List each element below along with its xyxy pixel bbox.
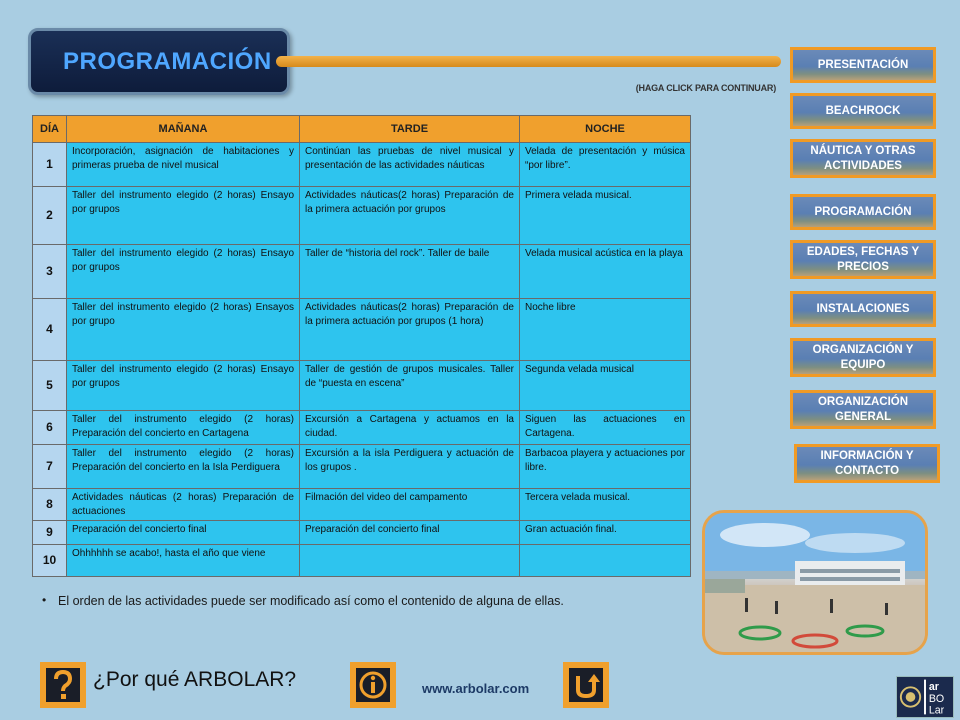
nav-presentacion[interactable]: PRESENTACIÓN [790,47,936,83]
table-header-row [33,116,691,143]
nav-organizacion-general[interactable]: ORGANIZACIÓN GENERAL [790,390,936,429]
morning-cell: Taller del instrumento elegido (2 horas) Ensayos por grupo [67,299,300,361]
morning-cell: Taller del instrumento elegido (2 horas) Preparación del concierto en la Isla Perdiguera [67,445,300,489]
afternoon-cell: Preparación del concierto final [300,521,520,545]
night-cell: Primera velada musical. [520,187,691,245]
nav-beachrock[interactable]: BEACHROCK [790,93,936,129]
table-row [33,545,691,577]
arbolar-logo [896,676,954,718]
schedule-table [32,115,691,577]
nav-edades[interactable]: EDADES, FECHAS Y PRECIOS [790,240,936,279]
table-row [33,361,691,411]
afternoon-cell [300,545,520,577]
table-row [33,245,691,299]
svg-text:ar: ar [928,681,939,694]
afternoon-cell: Actividades náuticas(2 horas) Preparación de la primera actuación por grupos [300,187,520,245]
table-row [33,489,691,521]
night-cell: Siguen las actuaciones en Cartagena. [520,411,691,445]
nav-programacion[interactable]: PROGRAMACIÓN [790,194,936,230]
day-cell: 9 [33,521,67,545]
beach-photo [702,510,928,655]
svg-text:Lar: Lar [928,704,945,717]
night-cell [520,545,691,577]
header-night: NOCHE [520,116,691,143]
table-row [33,445,691,489]
day-cell: 4 [33,299,67,361]
night-cell: Tercera velada musical. [520,489,691,521]
day-cell: 2 [33,187,67,245]
svg-text:BO: BO [928,692,945,705]
arbolar-logo-mark [897,676,953,718]
table-row [33,143,691,187]
question-mark-icon [46,668,80,702]
morning-cell: Taller del instrumento elegido (2 horas) Ensayo por grupos [67,361,300,411]
why-arbolar-button[interactable] [40,662,86,708]
afternoon-cell: Continúan las pruebas de nivel musical y presentación de las actividades náuticas [300,143,520,187]
night-cell: Velada musical acústica en la playa [520,245,691,299]
morning-cell: Taller del instrumento elegido (2 horas) Ensayo por grupos [67,245,300,299]
night-cell: Gran actuación final. [520,521,691,545]
day-cell: 7 [33,445,67,489]
morning-cell: Taller del instrumento elegido (2 horas) Preparación del concierto en Cartagena [67,411,300,445]
header-morning: MAÑANA [67,116,300,143]
day-cell: 8 [33,489,67,521]
website-link[interactable]: www.arbolar.com [422,681,530,696]
day-cell: 3 [33,245,67,299]
day-cell: 1 [33,143,67,187]
title-underline-bar [276,56,781,67]
table-row [33,299,691,361]
table-row [33,187,691,245]
continue-hint[interactable]: (HAGA CLICK PARA CONTINUAR) [635,83,776,93]
header-day: DÍA [33,116,67,143]
morning-cell: Taller del instrumento elegido (2 horas) Ensayo por grupos [67,187,300,245]
nav-informacion[interactable]: INFORMACIÓN Y CONTACTO [794,444,940,483]
afternoon-cell: Actividades náuticas(2 horas) Preparación de la primera actuación por grupos (1 hora) [300,299,520,361]
header-afternoon: TARDE [300,116,520,143]
info-button[interactable] [350,662,396,708]
schedule-note: • El orden de las actividades puede ser modificado así como el contenido de alguna de ellas. [58,594,564,608]
night-cell: Noche libre [520,299,691,361]
afternoon-cell: Taller de “historia del rock”. Taller de baile [300,245,520,299]
info-icon [356,668,390,702]
morning-cell: Preparación del concierto final [67,521,300,545]
nav-nautica[interactable]: NÁUTICA Y OTRAS ACTIVIDADES [790,139,936,178]
afternoon-cell: Filmación del video del campamento [300,489,520,521]
night-cell: Velada de presentación y música “por libre”. [520,143,691,187]
morning-cell: Ohhhhhh se acabo!, hasta el año que viene [67,545,300,577]
day-cell: 6 [33,411,67,445]
why-arbolar-label[interactable]: ¿Por qué ARBOLAR? [93,668,297,691]
nav-organizacion-equipo[interactable]: ORGANIZACIÓN Y EQUIPO [790,338,936,377]
table-row [33,411,691,445]
day-cell: 5 [33,361,67,411]
afternoon-cell: Taller de gestión de grupos musicales. Taller de “puesta en escena” [300,361,520,411]
morning-cell: Incorporación, asignación de habitaciones y primeras prueba de nivel musical [67,143,300,187]
morning-cell: Actividades náuticas (2 horas) Preparación de actuaciones [67,489,300,521]
afternoon-cell: Excursión a Cartagena y actuamos en la ciudad. [300,411,520,445]
night-cell: Barbacoa playera y actuaciones por libre. [520,445,691,489]
day-cell: 10 [33,545,67,577]
night-cell: Segunda velada musical [520,361,691,411]
page-title-box [28,28,290,95]
back-button[interactable] [563,662,609,708]
afternoon-cell: Excursión a la isla Perdiguera y actuación de los grupos . [300,445,520,489]
nav-instalaciones[interactable]: INSTALACIONES [790,291,936,327]
table-row [33,521,691,545]
page-title: PROGRAMACIÓN [63,47,272,75]
return-arrow-icon [569,668,603,702]
beach-illustration [705,513,928,655]
